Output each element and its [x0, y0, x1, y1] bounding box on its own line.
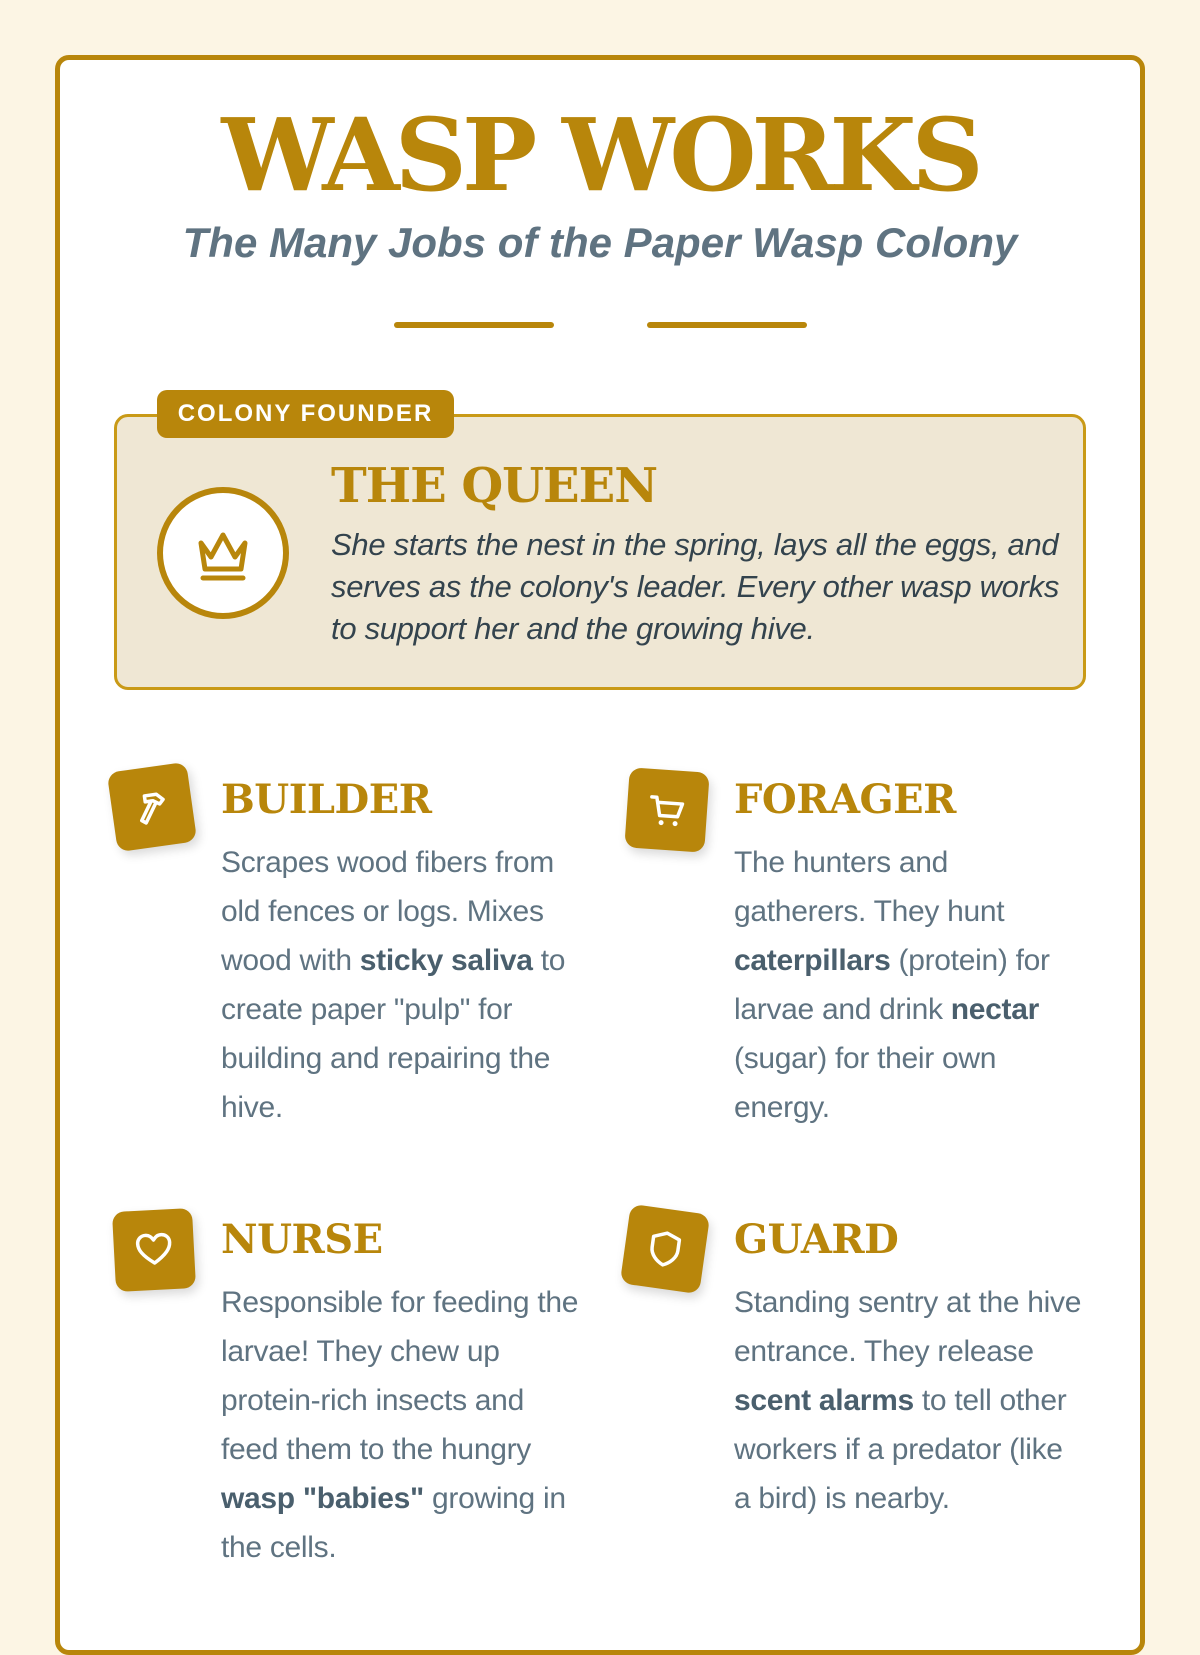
highlighted-term: sticky saliva [359, 944, 533, 977]
shield-icon [642, 1226, 687, 1271]
role-description-forager: The hunters and gatherers. They hunt caterpillars (protein) for larvae and drink nectar (sugar) for their own energy. [734, 846, 1050, 1124]
highlighted-term: nectar [950, 993, 1039, 1026]
role-title-guard: GUARD [734, 1216, 899, 1263]
cart-icon [646, 789, 689, 832]
queen-description: She starts the nest in the spring, lays all the eggs, and serves as the colony's leader. Every other wasp works to support her and the growing hive. [331, 527, 1060, 646]
page-title: WASP WORKS [221, 96, 979, 214]
role-title-forager: FORAGER [734, 776, 956, 823]
page-subtitle: The Many Jobs of the Paper Wasp Colony [182, 219, 1018, 266]
title-divider-left [394, 322, 554, 328]
highlighted-term: wasp "babies" [221, 1482, 424, 1515]
title-divider-right [647, 322, 807, 328]
nurse-icon-tile [112, 1208, 196, 1292]
highlighted-term: caterpillars [734, 944, 891, 977]
colony-founder-badge: COLONY FOUNDER [157, 390, 454, 438]
role-description-nurse: Responsible for feeding the larvae! They chew up protein-rich insects and feed them to the hungry wasp "babies" growing in the cells. [221, 1286, 579, 1564]
guard-icon-tile [620, 1204, 710, 1294]
role-description-builder: Scrapes wood fibers from old fences or logs. Mixes wood with sticky saliva to create paper "pulp" for building and repairing the hive. [221, 846, 566, 1124]
builder-icon-tile [107, 762, 197, 852]
crown-icon [193, 523, 253, 583]
hammer-icon [129, 784, 174, 829]
role-description-guard: Standing sentry at the hive entrance. They release scent alarms to tell other workers if a predator (like a bird) is nearby. [734, 1286, 1082, 1515]
forager-icon-tile [624, 767, 709, 852]
role-title-nurse: NURSE [221, 1216, 383, 1263]
role-title-builder: BUILDER [221, 776, 432, 823]
highlighted-term: scent alarms [734, 1384, 914, 1417]
heart-icon [133, 1229, 175, 1271]
queen-title: THE QUEEN [331, 458, 658, 514]
queen-avatar [157, 487, 289, 619]
